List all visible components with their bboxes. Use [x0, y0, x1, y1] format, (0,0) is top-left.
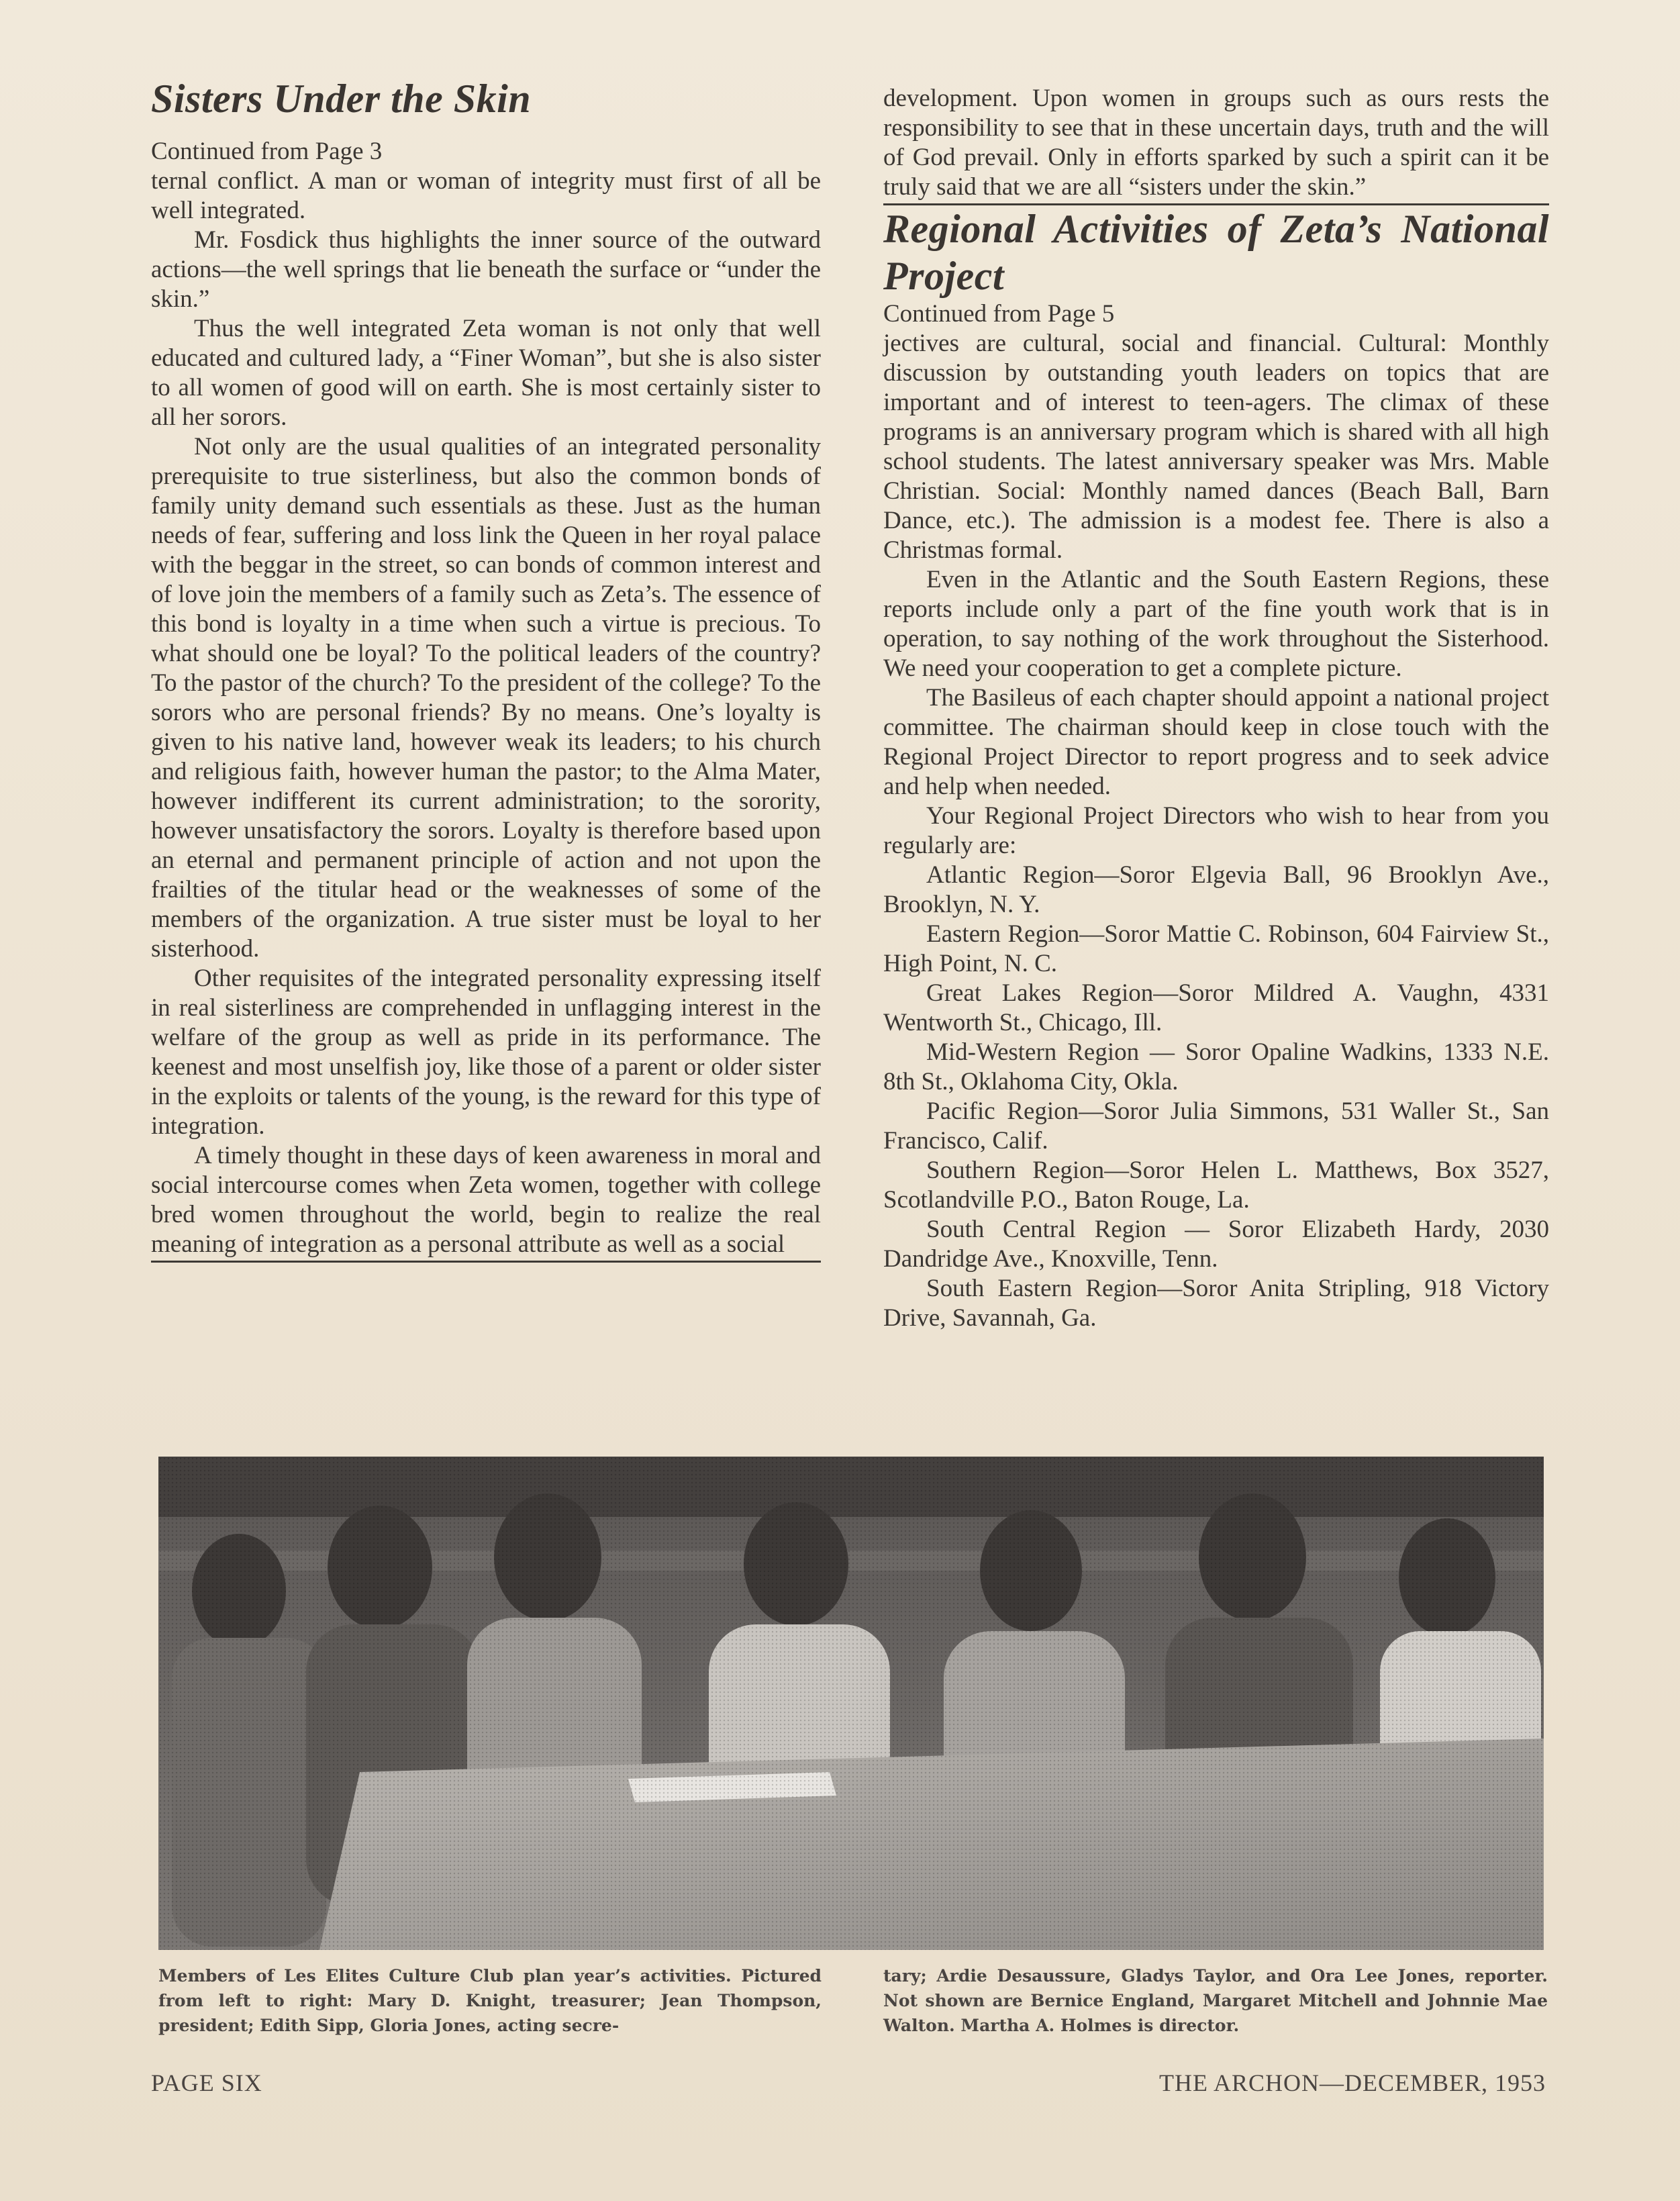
- publication-line: THE ARCHON—DECEMBER, 1953: [1158, 2069, 1546, 2096]
- paragraph: Not only are the usual qualities of an integrated personality prerequisite to true sisterliness, but also the common bonds of family unity demand such essentials as these. Just as the human needs of fear, suffering and loss link the Queen in her royal palace with the beggar in the street, so can bonds of common interest and of love join the members of a family such as Zeta’s. The essence of this bond is loyalty in a time when such a virtue is precious. To what should one be loyal? To the political leaders of the country? To the pastor of the church? To the president of the college? To the sorors who are personal friends? By no means. One’s loyalty is given to his native land, however weak its leaders; to his church and religious faith, however human the pastor; to the Alma Mater, however indifferent its current administration; to the sorority, however unsatisfactory the sorors. Loyalty is therefore based upon an eternal and permanent principle of action and not upon the frailties of the titular head or the weaknesses of some of the members of the organization. A true sister must be loyal to her sisterhood.: [151, 433, 821, 963]
- director-entry: Mid-Western Region — Soror Opaline Wadkins, 1333 N.E. 8th St., Oklahoma City, Okla.: [883, 1038, 1549, 1095]
- paragraph: Even in the Atlantic and the South Eastern Regions, these reports include only a part of the fine youth work that is in operation, to say nothing of the work throughout the Sisterhood. We need your cooperation to get a complete picture.: [883, 566, 1549, 682]
- paragraph: Your Regional Project Directors who wish to hear from you regularly are:: [883, 802, 1549, 859]
- director-entry: Pacific Region—Soror Julia Simmons, 531 Waller St., San Francisco, Calif.: [883, 1097, 1549, 1155]
- left-column: [151, 75, 821, 1263]
- photo-caption-right: tary; Ardie Desaussure, Gladys Taylor, and Ora Lee Jones, reporter. Not shown are Bernice England, Margaret Mitchell and Johnnie Mae Walton. Martha A. Holmes is director.: [883, 1966, 1548, 2035]
- right-column: [883, 84, 1549, 1333]
- director-entry: Great Lakes Region—Soror Mildred A. Vaughn, 4331 Wentworth St., Chicago, Ill.: [883, 979, 1549, 1036]
- continued-note: Continued from Page 3: [151, 138, 383, 165]
- director-entry: South Central Region — Soror Elizabeth Hardy, 2030 Dandridge Ave., Knoxville, Tenn.: [883, 1216, 1549, 1273]
- director-entry: Atlantic Region—Soror Elgevia Ball, 96 Brooklyn Ave., Brooklyn, N. Y.: [883, 861, 1549, 918]
- paragraph: Other requisites of the integrated personality expressing itself in real sisterliness are comprehended in unflagging interest in the welfare of the group as well as pride in its performance. The keenest and most unselfish joy, like those of a parent or older sister in the exploits or talents of the young, is the reward for this type of integration.: [151, 965, 821, 1140]
- paragraph: ternal conflict. A man or woman of integrity must first of all be well integrated.: [151, 167, 821, 224]
- group-photo: [158, 1457, 1544, 1950]
- carryover-paragraph: development. Upon women in groups such as ours rests the responsibility to see that in these uncertain days, truth and the will of God prevail. Only in efforts sparked by such a spirit can it be truly said that we are all “sisters under the skin.”: [883, 84, 1549, 205]
- paragraph: jectives are cultural, social and financial. Cultural: Monthly discussion by outstanding youth leaders on topics that are important and of interest to teen-agers. The climax of these programs is an anniversary program which is shared with all high school students. The latest anniversary speaker was Mrs. Mable Christian. Social: Monthly named dances (Beach Ball, Barn Dance, etc.). The admission is a modest fee. There is also a Christmas formal.: [883, 330, 1549, 564]
- article-title-regional: Regional Activities of Zeta’s National Project: [883, 207, 1549, 298]
- page-number: PAGE SIX: [151, 2069, 262, 2096]
- photo-caption-left: Members of Les Elites Culture Club plan year’s activities. Pictured from left to right: Mary D. Knight, treasurer; Jean Thompson, president; Edith Sipp, Gloria Jones, acting secre-: [158, 1966, 822, 2035]
- director-entry: Eastern Region—Soror Mattie C. Robinson, 604 Fairview St., High Point, N. C.: [883, 920, 1549, 977]
- paragraph: The Basileus of each chapter should appoint a national project committee. The chairman should keep in close touch with the Regional Project Director to report progress and to seek advice and help when needed.: [883, 684, 1549, 800]
- continued-note: Continued from Page 5: [883, 300, 1115, 328]
- article-title-sisters: Sisters Under the Skin: [151, 77, 532, 121]
- director-entry: South Eastern Region—Soror Anita Stripling, 918 Victory Drive, Savannah, Ga.: [883, 1275, 1549, 1332]
- director-entry: Southern Region—Soror Helen L. Matthews, Box 3527, Scotlandville P.O., Baton Rouge, La.: [883, 1157, 1549, 1214]
- paragraph: Thus the well integrated Zeta woman is not only that well educated and cultured lady, a “Finer Woman”, but she is also sister to all women of good will on earth. She is most certainly sister to all her sorors.: [151, 315, 821, 431]
- paragraph: Mr. Fosdick thus highlights the inner source of the outward actions—the well springs that lie beneath the surface or “under the skin.”: [151, 226, 821, 313]
- paragraph: A timely thought in these days of keen awareness in moral and social intercourse comes when Zeta women, together with college bred women throughout the world, begin to realize the real meaning of integration as a personal attribute as well as a social: [151, 1141, 821, 1263]
